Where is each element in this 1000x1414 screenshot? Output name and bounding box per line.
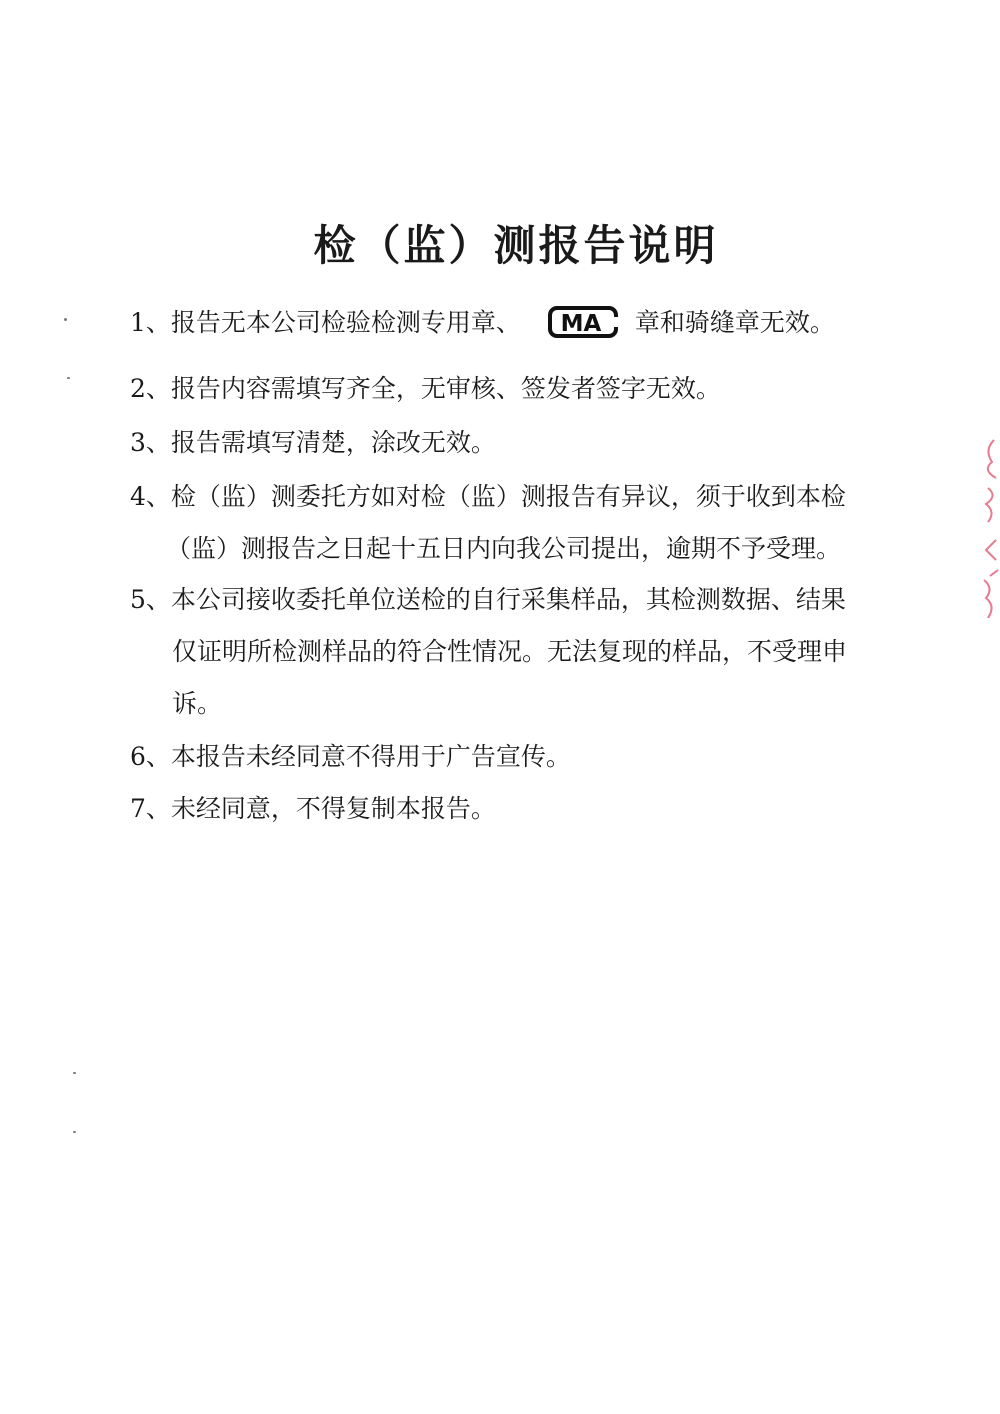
- item-text: 检（监）测委托方如对检（监）测报告有异议，须于收到本检: [170, 482, 846, 511]
- scan-speck: [73, 1072, 76, 1074]
- item-number: 5、: [130, 585, 171, 614]
- item-text-continued: （监）测报告之日起十五日内向我公司提出，逾期不予受理。: [166, 534, 842, 563]
- page-title: 检（监）测报告说明: [313, 221, 719, 270]
- item-text: 未经同意，不得复制本报告。: [170, 794, 496, 823]
- seam-stamp-fragment: [974, 430, 1000, 630]
- item-text-continued: 诉。: [172, 689, 223, 718]
- item-number: 3、: [130, 428, 171, 457]
- item-number: 6、: [130, 742, 171, 771]
- item-text: 章和骑缝章无效。: [634, 308, 835, 337]
- item-text: 本报告未经同意不得用于广告宣传。: [170, 742, 571, 771]
- item-text-continued: 仅证明所检测样品的符合性情况。无法复现的样品，不受理申: [172, 637, 848, 666]
- item-number: 4、: [130, 482, 171, 511]
- item-number: 2、: [130, 374, 171, 403]
- list-item-1: [130, 306, 920, 342]
- svg-text:MA: MA: [560, 310, 602, 337]
- list-item-5: [130, 583, 920, 617]
- list-item-6: [130, 740, 920, 774]
- scan-speck: [67, 377, 70, 379]
- item-text: 报告无本公司检验检测专用章、: [170, 308, 521, 337]
- list-item-2: [130, 372, 920, 406]
- list-item-4: [130, 480, 920, 514]
- list-item-3: [130, 426, 920, 460]
- item-text: 本公司接收委托单位送检的自行采集样品，其检测数据、结果: [170, 585, 846, 614]
- scan-speck: [73, 1131, 76, 1133]
- item-text: 报告内容需填写齐全，无审核、签发者签字无效。: [170, 374, 721, 403]
- list-item-7: [130, 792, 920, 826]
- scan-speck: [64, 318, 67, 321]
- item-number: 7、: [130, 794, 171, 823]
- item-number: 1、: [130, 308, 171, 337]
- item-text: 报告需填写清楚，涂改无效。: [170, 428, 496, 457]
- cma-logo-icon: [547, 305, 619, 339]
